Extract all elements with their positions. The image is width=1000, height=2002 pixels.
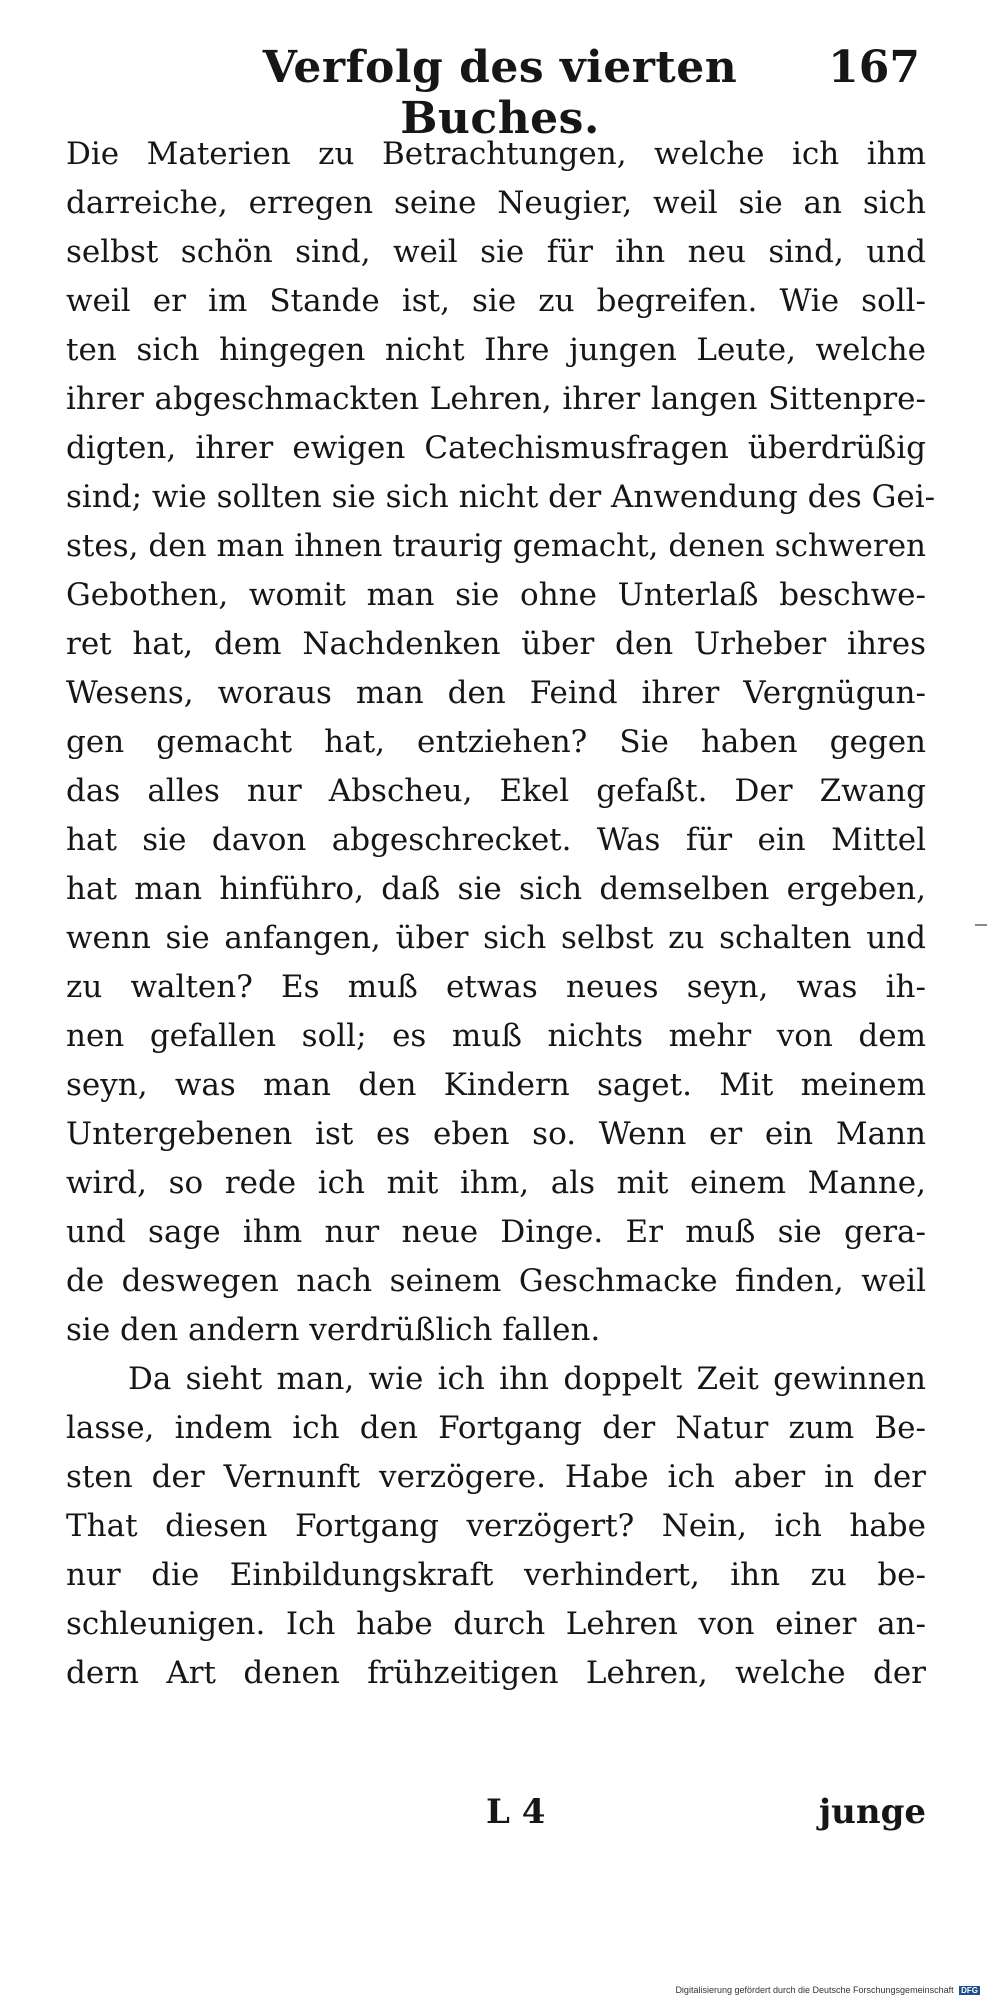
text-line: und sage ihm nur neue Dinge. Er muß sie gera- xyxy=(66,1214,926,1250)
text-line: darreiche, erregen seine Neugier, weil sie an sich xyxy=(66,185,926,221)
running-title: Verfolg des vierten Buches. xyxy=(262,42,738,144)
text-line: lasse, indem ich den Fortgang der Natur zum Be- xyxy=(66,1410,926,1446)
text-line: nur die Einbildungskraft verhindert, ihn zu be- xyxy=(66,1557,926,1593)
catchword: junge xyxy=(818,1792,926,1832)
text-line: hat sie davon abgeschrecket. Was für ein Mittel xyxy=(66,822,926,858)
text-line: Wesens, woraus man den Feind ihrer Vergnügun- xyxy=(66,675,926,711)
page-number: 167 xyxy=(828,42,920,93)
margin-mark xyxy=(975,924,987,926)
text-line: wird, so rede ich mit ihm, als mit einem Manne, xyxy=(66,1165,926,1201)
paragraph-start-line: Da sieht man, wie ich ihn doppelt Zeit gewinnen xyxy=(128,1361,926,1397)
text-line: sten der Vernunft verzögere. Habe ich aber in der xyxy=(66,1459,926,1495)
text-line: wenn sie anfangen, über sich selbst zu schalten und xyxy=(66,920,926,956)
text-line: stes, den man ihnen traurig gemacht, denen schweren xyxy=(66,528,926,564)
text-line: weil er im Stande ist, sie zu begreifen. Wie soll- xyxy=(66,283,926,319)
text-line: nen gefallen soll; es muß nichts mehr von dem xyxy=(66,1018,926,1054)
paragraph-end-line: sie den andern verdrüßlich fallen. xyxy=(66,1312,601,1348)
text-line: sind; wie sollten sie sich nicht der Anwendung des Gei- xyxy=(66,479,936,515)
dfg-logo-icon: DFG xyxy=(961,1986,978,1995)
text-line: das alles nur Abscheu, Ekel gefaßt. Der Zwang xyxy=(66,773,926,809)
text-line: ihrer abgeschmackten Lehren, ihrer langen Sittenpre- xyxy=(66,381,926,417)
page-footer xyxy=(66,1792,926,1842)
credit-text: Digitalisierung gefördert durch die Deutsche Forschungsgemeinschaft xyxy=(675,1985,954,1995)
text-line: digten, ihrer ewigen Catechismusfragen überdrüßig xyxy=(66,430,926,466)
text-line: de deswegen nach seinem Geschmacke finden, weil xyxy=(66,1263,926,1299)
text-line: Untergebenen ist es eben so. Wenn er ein Mann xyxy=(66,1116,926,1152)
text-line: Die Materien zu Betrachtungen, welche ich ihm xyxy=(66,136,926,172)
text-line: ret hat, dem Nachdenken über den Urheber ihres xyxy=(66,626,926,662)
text-line: Gebothen, womit man sie ohne Unterlaß beschwe- xyxy=(66,577,926,613)
signature-mark: L 4 xyxy=(486,1792,546,1832)
text-line: selbst schön sind, weil sie für ihn neu sind, und xyxy=(66,234,926,270)
page-header xyxy=(200,42,920,144)
body-text xyxy=(66,130,936,1698)
text-line: dern Art denen frühzeitigen Lehren, welche der xyxy=(66,1655,926,1691)
text-line: seyn, was man den Kindern saget. Mit meinem xyxy=(66,1067,926,1103)
text-line: ten sich hingegen nicht Ihre jungen Leute, welche xyxy=(66,332,926,368)
digitization-credit xyxy=(675,1985,980,1995)
text-line: hat man hinführo, daß sie sich demselben ergeben, xyxy=(66,871,926,907)
text-line: zu walten? Es muß etwas neues seyn, was ih- xyxy=(66,969,926,1005)
text-line: That diesen Fortgang verzögert? Nein, ich habe xyxy=(66,1508,926,1544)
text-line: schleunigen. Ich habe durch Lehren von einer an- xyxy=(66,1606,926,1642)
text-line: gen gemacht hat, entziehen? Sie haben gegen xyxy=(66,724,926,760)
